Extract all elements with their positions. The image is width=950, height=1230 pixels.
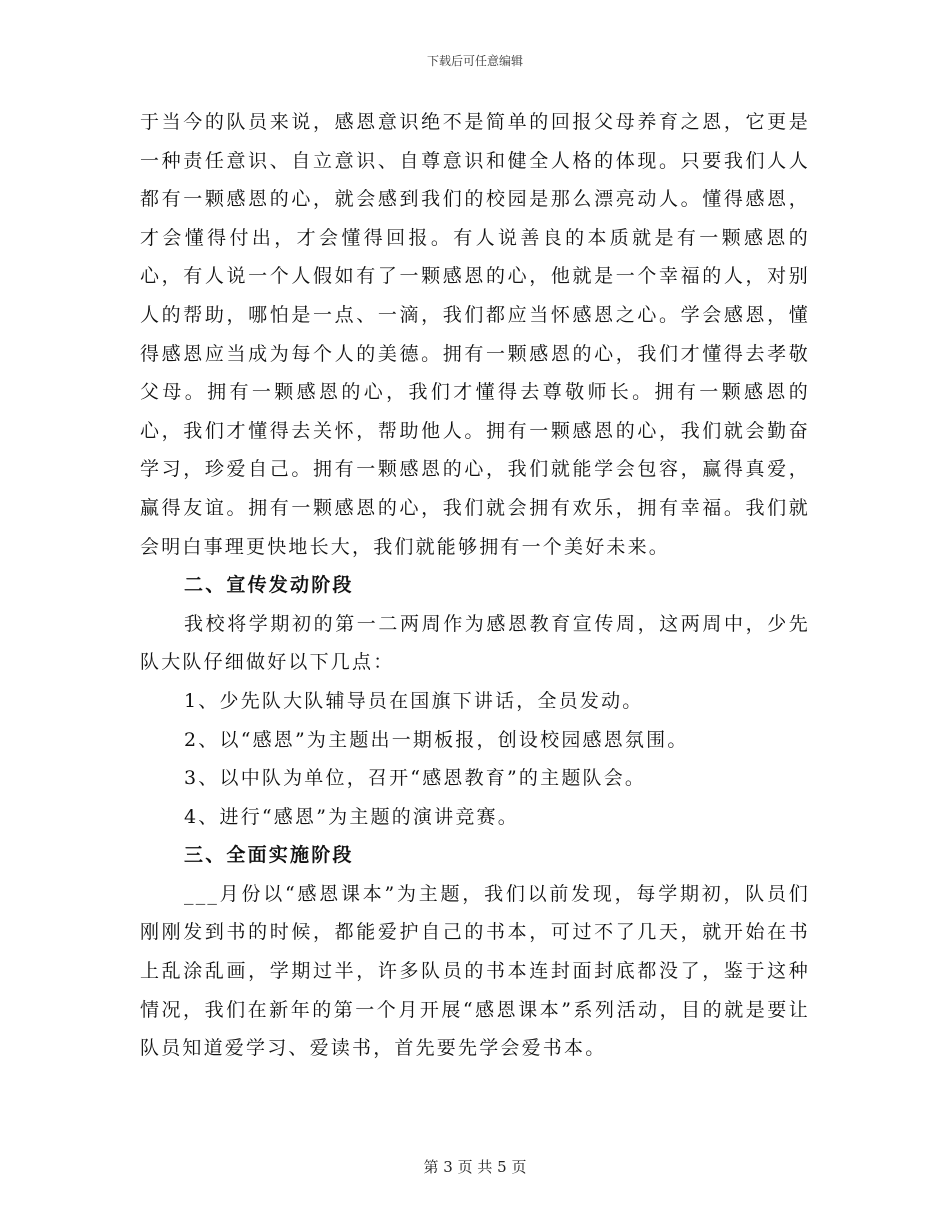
list-item: 1、少先队大队辅导员在国旗下讲话，全员发动。 [184, 689, 644, 712]
paragraph-publicity: 我校将学期初的第一二两周作为感恩教育宣传周，这两周中，少先队大队仔细做好以下几点： [140, 612, 810, 674]
paragraph-implementation-text: 月份以“感恩课本”为主题，我们以前发现，每学期初，队员们刚刚发到书的时候，都能爱护自己的书本，可过不了几天，就开始在书上乱涂乱画，学期过半，许多队员的书本连封面封底都没了，鉴于这种情况，我们在新年的第一个月开展“感恩课本”系列活动，目的就是要让队员知道爱学习、爱读书，首先要先学会爱书本。 [140, 882, 810, 1060]
paragraph-gratitude: 于当今的队员来说，感恩意识绝不是简单的回报父母养育之恩，它更是一种责任意识、自立意识、自尊意识和健全人格的体现。只要我们人人都有一颗感恩的心，就会感到我们的校园是那么漂亮动人。懂得感恩，才会懂得付出，才会懂得回报。有人说善良的本质就是有一颗感恩的心，有人说一个人假如有了一颗感恩的心，他就是一个幸福的人，对别人的帮助，哪怕是一点、一滴，我们都应当怀感恩之心。学会感恩，懂得感恩应当成为每个人的美德。拥有一颗感恩的心，我们才懂得去孝敬父母。拥有一颗感恩的心，我们才懂得去尊敬师长。拥有一颗感恩的心，我们才懂得去关怀，帮助他人。拥有一颗感恩的心，我们就会勤奋学习，珍爱自己。拥有一颗感恩的心，我们就能学会包容，赢得真爱，赢得友谊。拥有一颗感恩的心，我们就会拥有欢乐，拥有幸福。我们就会明白事理更快地长大，我们就能够拥有一个美好未来。 [140, 111, 810, 558]
list-item: 4、进行“感恩”为主题的演讲竞赛。 [184, 805, 519, 828]
paragraph-implementation [140, 875, 810, 1068]
page-header: 下载后可任意编辑 [426, 54, 523, 68]
list-item: 2、以“感恩”为主题出一期板报，创设校园感恩氛围。 [184, 728, 689, 751]
document-body [140, 103, 810, 1068]
section-heading-publicity: 二、宣传发动阶段 [184, 574, 354, 597]
fill-in-blank: ___ [184, 882, 220, 905]
section-heading-implementation: 三、全面实施阶段 [184, 844, 354, 867]
list-item: 3、以中队为单位，召开“感恩教育”的主题队会。 [184, 767, 647, 790]
page-footer: 第 3 页 共 5 页 [423, 1158, 527, 1176]
